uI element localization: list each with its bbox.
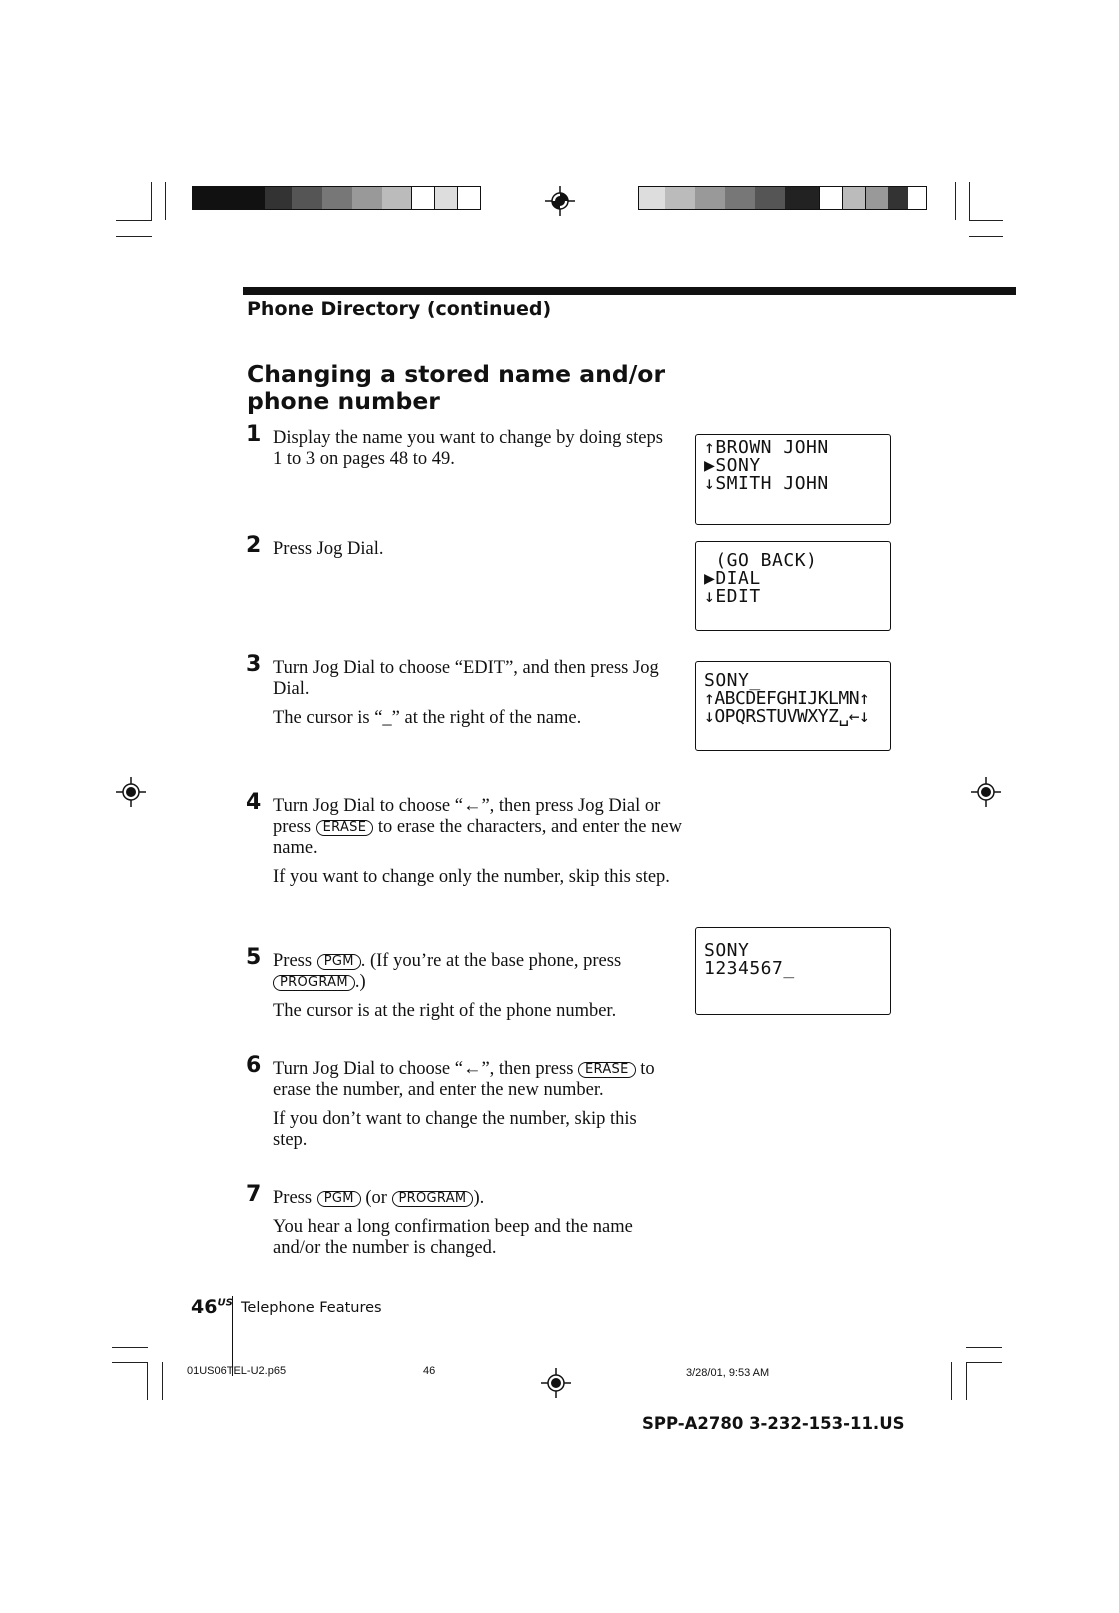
step-4-number: 4 xyxy=(246,790,262,815)
pgm-key: PGM xyxy=(317,954,361,970)
step-2-instruction: Press Jog Dial. xyxy=(273,539,384,559)
step-5-text-a: Press xyxy=(273,951,313,971)
step-4-instruction xyxy=(273,796,685,859)
step-4-text-a: Turn Jog Dial to choose “←”, then press Jog Dial or press xyxy=(273,796,661,837)
slug-page: 46 xyxy=(423,1365,436,1377)
footer-divider xyxy=(232,1296,233,1376)
crop-mark-bottom-left-v2 xyxy=(162,1362,163,1400)
slug-timestamp: 3/28/01, 9:53 AM xyxy=(686,1367,770,1379)
crop-mark-top-left-h1 xyxy=(116,220,152,221)
crop-mark-bottom-right-h1 xyxy=(966,1347,1002,1348)
step-7-text-a: Press xyxy=(273,1188,313,1208)
step-6-number: 6 xyxy=(246,1053,262,1078)
crop-mark-bottom-right-v2 xyxy=(966,1362,967,1400)
step-1-text xyxy=(273,428,673,470)
lcd-line: ↓OPQRSTUVWXYZ␣←↓ xyxy=(704,706,870,727)
step-6-text-b: to erase the number, and enter the new number. xyxy=(273,1059,655,1100)
pgm-key: PGM xyxy=(317,1191,361,1207)
step-5-text xyxy=(273,951,685,1022)
step-1-number: 1 xyxy=(246,422,262,447)
registration-target-icon-bottom xyxy=(541,1368,571,1398)
step-5-number: 5 xyxy=(246,945,262,970)
lcd-display-menu xyxy=(695,541,891,631)
step-3-text xyxy=(273,658,683,729)
crop-mark-bottom-right-v1 xyxy=(951,1362,952,1400)
crop-mark-top-right-h1 xyxy=(969,220,1003,221)
lcd-line: ▶SONY xyxy=(704,455,761,476)
step-2-text xyxy=(273,539,693,560)
crop-mark-top-left-v1 xyxy=(151,182,152,220)
lcd-line: ↓EDIT xyxy=(704,586,761,607)
step-7-number: 7 xyxy=(246,1182,262,1207)
step-5-note: The cursor is at the right of the phone number. xyxy=(273,1001,617,1021)
slug-filename: 01US06TEL-U2.p65 xyxy=(187,1365,287,1377)
step-7-text xyxy=(273,1188,643,1259)
step-1-instruction: Display the name you want to change by doing steps 1 to 3 on pages 48 to 49. xyxy=(273,428,663,469)
lcd-display-edit-name xyxy=(695,661,891,751)
lcd-line: SONY xyxy=(704,940,750,961)
document-code: SPP-A2780 3-232-153-11.US xyxy=(642,1414,905,1433)
section-heading: Phone Directory (continued) xyxy=(247,298,552,320)
program-key: PROGRAM xyxy=(392,1191,474,1207)
step-6-note: If you don’t want to change the number, skip this step. xyxy=(273,1109,637,1150)
section-rule xyxy=(243,287,1016,295)
step-4-text-b: to erase the characters, and enter the new name. xyxy=(273,817,682,858)
registration-target-icon-top xyxy=(545,186,575,216)
erase-key: ERASE xyxy=(578,1062,636,1078)
step-5-instruction xyxy=(273,951,685,993)
step-4-text xyxy=(273,796,685,888)
step-7-text-c: ). xyxy=(473,1188,485,1208)
crop-mark-bottom-left-h1 xyxy=(112,1347,148,1348)
lcd-line: SONY_ xyxy=(704,670,761,691)
lcd-line: ▶DIAL xyxy=(704,568,761,589)
registration-target-icon-left xyxy=(116,777,146,807)
lcd-line: 1234567_ xyxy=(704,958,795,979)
crop-mark-top-left-v2 xyxy=(165,182,166,220)
step-2-number: 2 xyxy=(246,533,262,558)
crop-mark-bottom-left-v1 xyxy=(147,1362,148,1400)
page-number xyxy=(191,1296,233,1318)
erase-key: ERASE xyxy=(316,820,374,836)
step-7-instruction xyxy=(273,1188,643,1209)
program-key: PROGRAM xyxy=(273,975,355,991)
step-3-note: The cursor is “_” at the right of the name. xyxy=(273,708,582,728)
lcd-line: ↑ABCDEFGHIJKLMN↑ xyxy=(704,688,870,709)
lcd-display-directory xyxy=(695,434,891,525)
footer-section-name: Telephone Features xyxy=(241,1300,382,1316)
registration-target-icon-right xyxy=(971,777,1001,807)
step-6-text-a: Turn Jog Dial to choose “←”, then press xyxy=(273,1059,574,1079)
step-5-text-b: . (If you’re at the base phone, press xyxy=(360,951,622,971)
print-color-bar-left xyxy=(192,186,481,210)
crop-mark-bottom-right-h2 xyxy=(966,1362,1002,1363)
print-color-bar-right xyxy=(638,186,927,210)
step-4-note: If you want to change only the number, skip this step. xyxy=(273,867,670,887)
lcd-line: ↓SMITH JOHN xyxy=(704,473,829,494)
page-title: Changing a stored name and/or phone number xyxy=(247,360,666,415)
crop-mark-top-right-v2 xyxy=(969,182,970,220)
step-3-instruction: Turn Jog Dial to choose “EDIT”, and then press Jog Dial. xyxy=(273,658,659,699)
step-7-note: You hear a long confirmation beep and the name and/or the number is changed. xyxy=(273,1217,633,1258)
page-number-suffix: US xyxy=(217,1297,233,1309)
step-6-text xyxy=(273,1059,685,1151)
lcd-line: (GO BACK) xyxy=(704,550,818,571)
lcd-line: ↑BROWN JOHN xyxy=(704,437,829,458)
step-6-instruction xyxy=(273,1059,685,1101)
crop-mark-top-right-h2 xyxy=(969,236,1003,237)
step-7-text-b: (or xyxy=(365,1188,387,1208)
lcd-display-edit-number xyxy=(695,927,891,1015)
crop-mark-top-right-v1 xyxy=(955,182,956,220)
crop-mark-top-left-h2 xyxy=(116,236,152,237)
step-5-text-c: .) xyxy=(354,972,366,992)
step-3-number: 3 xyxy=(246,652,262,677)
crop-mark-bottom-left-h2 xyxy=(112,1362,148,1363)
page-number-value: 46 xyxy=(191,1296,218,1318)
